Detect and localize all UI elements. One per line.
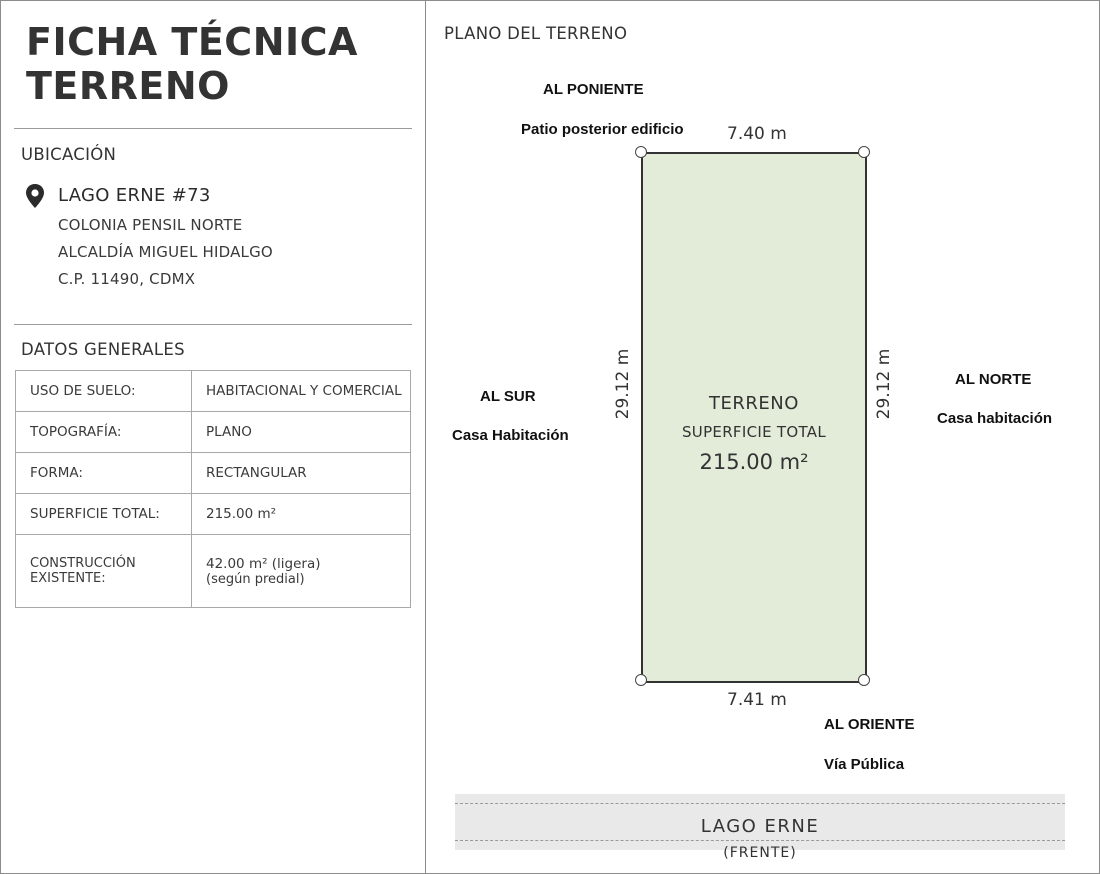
row-label-construccion bbox=[16, 535, 192, 608]
norte-direction: AL NORTE bbox=[955, 371, 1032, 388]
row-value-uso-suelo: HABITACIONAL Y COMERCIAL bbox=[192, 371, 411, 412]
table-row bbox=[16, 412, 411, 453]
redacted-area bbox=[670, 18, 850, 110]
oriente-neighbor: Vía Pública bbox=[824, 756, 905, 773]
norte-neighbor: Casa habitación bbox=[937, 410, 1053, 427]
dimension-top: 7.40 m bbox=[727, 124, 787, 144]
row-label-superficie: SUPERFICIE TOTAL: bbox=[16, 494, 192, 535]
row-label-topografia: TOPOGRAFÍA: bbox=[16, 412, 192, 453]
page-title bbox=[26, 20, 406, 108]
redacted-area bbox=[920, 515, 1035, 580]
row-value-topografia: PLANO bbox=[192, 412, 411, 453]
dimension-right: 29.12 m bbox=[874, 348, 894, 420]
street-front-label: (FRENTE) bbox=[723, 845, 797, 861]
row-value-construccion bbox=[192, 535, 411, 608]
oriente-direction: AL ORIENTE bbox=[824, 716, 915, 733]
construccion-value-note: (según predial) bbox=[206, 571, 305, 587]
table-row bbox=[16, 535, 411, 608]
lot-sublabel: SUPERFICIE TOTAL bbox=[681, 423, 827, 441]
poniente-neighbor: Patio posterior edificio bbox=[521, 121, 684, 138]
construccion-value: 42.00 m² (ligera) bbox=[206, 555, 321, 572]
lot-area: 215.00 m² bbox=[699, 450, 809, 474]
row-value-superficie: 215.00 m² bbox=[192, 494, 411, 535]
datos-generales-heading: DATOS GENERALES bbox=[21, 340, 185, 359]
ubicacion-heading: UBICACIÓN bbox=[21, 145, 117, 164]
redacted-area bbox=[450, 510, 590, 580]
table-row bbox=[16, 494, 411, 535]
map-pin-icon bbox=[24, 183, 46, 209]
row-label-uso-suelo: USO DE SUELO: bbox=[16, 371, 192, 412]
redacted-area bbox=[680, 718, 805, 766]
lot-polygon bbox=[641, 152, 867, 683]
dimension-left: 29.12 m bbox=[613, 348, 633, 420]
panel-divider bbox=[425, 0, 426, 874]
street-line-dashed bbox=[455, 803, 1065, 804]
title-line-1: FICHA TÉCNICA bbox=[26, 20, 358, 64]
row-label-forma: FORMA: bbox=[16, 453, 192, 494]
corner-marker bbox=[635, 674, 647, 686]
redacted-area bbox=[985, 28, 1060, 133]
corner-marker bbox=[635, 146, 647, 158]
corner-marker bbox=[858, 674, 870, 686]
table-row bbox=[16, 453, 411, 494]
address-colonia: COLONIA PENSIL NORTE bbox=[58, 216, 243, 234]
ubicacion-divider bbox=[14, 324, 412, 325]
table-row bbox=[16, 371, 411, 412]
datos-generales-table bbox=[15, 370, 411, 608]
address-alcaldia: ALCALDÍA MIGUEL HIDALGO bbox=[58, 243, 273, 261]
street-line-dashed bbox=[455, 840, 1065, 841]
row-value-forma: RECTANGULAR bbox=[192, 453, 411, 494]
lot-label: TERRENO bbox=[709, 393, 799, 414]
poniente-direction: AL PONIENTE bbox=[543, 81, 644, 98]
street-name: LAGO ERNE bbox=[700, 816, 820, 837]
construccion-label-line-2: EXISTENTE: bbox=[30, 571, 106, 586]
address-street: LAGO ERNE #73 bbox=[58, 185, 211, 206]
plano-heading: PLANO DEL TERRENO bbox=[444, 24, 628, 43]
corner-marker bbox=[858, 146, 870, 158]
sur-neighbor: Casa Habitación bbox=[452, 427, 569, 444]
sur-direction: AL SUR bbox=[480, 388, 536, 405]
address-postal-code: C.P. 11490, CDMX bbox=[58, 270, 196, 288]
title-divider bbox=[14, 128, 412, 129]
construccion-label-line-1: CONSTRUCCIÓN bbox=[30, 556, 136, 571]
title-line-2: TERRENO bbox=[26, 64, 230, 108]
dimension-bottom: 7.41 m bbox=[727, 690, 787, 710]
